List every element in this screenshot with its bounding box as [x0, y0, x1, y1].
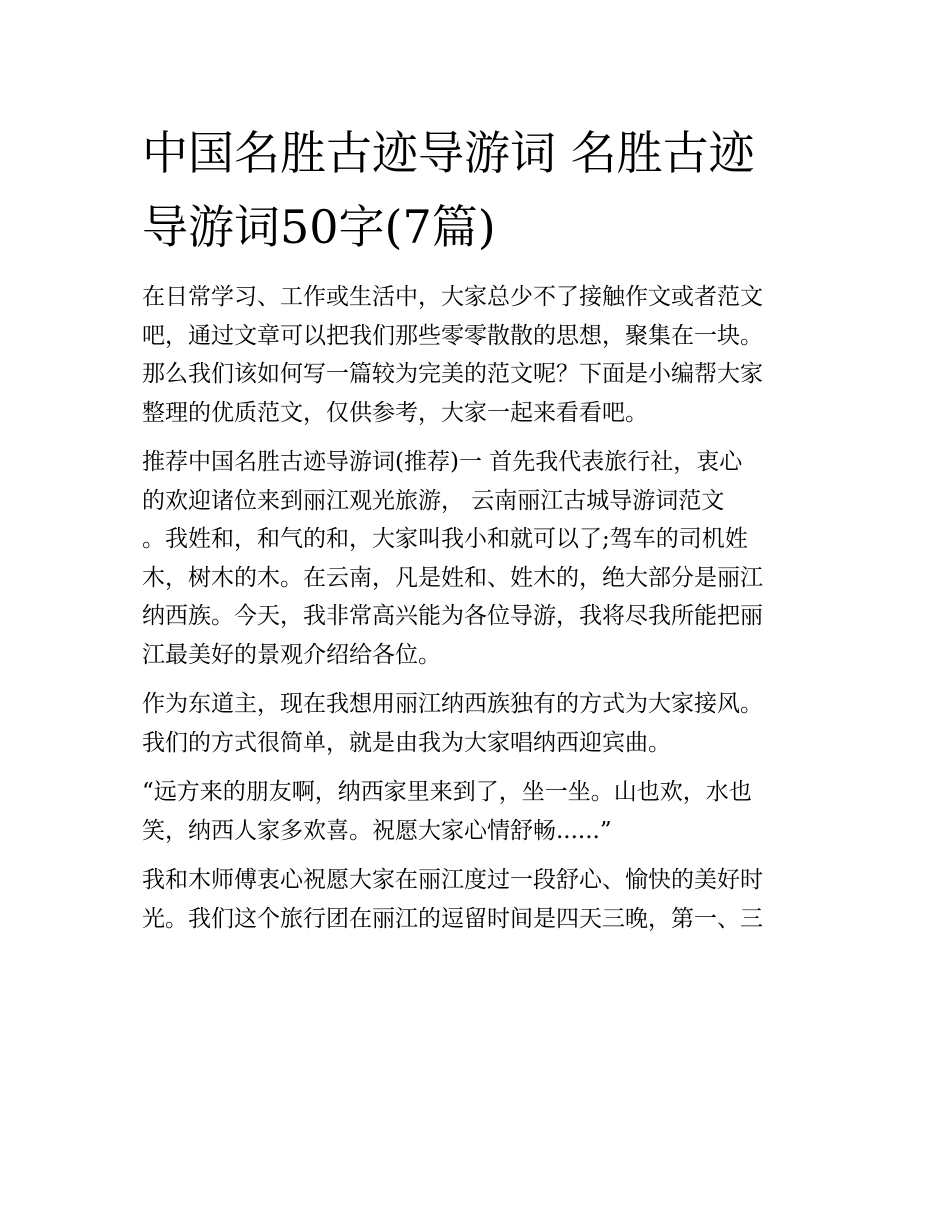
document-title — [142, 116, 822, 264]
document-body — [142, 278, 822, 938]
paragraph-host — [142, 685, 822, 762]
paragraph-wishes — [142, 861, 822, 938]
paragraph-line: 的欢迎诸位来到丽江观光旅游， 云南丽江古城导游词范文 — [142, 487, 725, 514]
title-line: 导游词50字(7篇) — [142, 200, 496, 254]
paragraph-line: 我和木师傅衷心祝愿大家在丽江度过一段舒心、愉快的美好时 — [142, 867, 763, 893]
paragraph-intro — [142, 278, 822, 432]
paragraph-spacer — [142, 432, 822, 443]
paragraph-song — [142, 773, 822, 850]
paragraph-line: 光。我们这个旅行团在丽江的逗留时间是四天三晚，第一、三 — [142, 905, 763, 932]
paragraph-welcome — [142, 443, 822, 674]
paragraph-spacer — [142, 762, 822, 773]
paragraph-spacer — [142, 674, 822, 685]
paragraph-line: 推荐中国名胜古迹导游词(推荐)一 首先我代表旅行社，衷心 — [142, 449, 743, 475]
paragraph-line: 笑，纳西人家多欢喜。祝愿大家心情舒畅......” — [142, 817, 612, 844]
paragraph-line: 江最美好的景观介绍给各位。 — [142, 641, 441, 668]
paragraph-line: 整理的优质范文，仅供参考，大家一起来看看吧。 — [142, 399, 648, 426]
paragraph-line: 纳西族。今天，我非常高兴能为各位导游，我将尽我所能把丽 — [142, 603, 763, 629]
title-line: 中国名胜古迹导游词 名胜古迹 — [142, 126, 755, 180]
paragraph-line: 那么我们该如何写一篇较为完美的范文呢？下面是小编帮大家 — [142, 361, 763, 387]
paragraph-spacer — [142, 850, 822, 861]
paragraph-line: “远方来的朋友啊，纳西家里来到了，坐一坐。山也欢，水也 — [142, 779, 752, 805]
paragraph-line: 作为东道主，现在我想用丽江纳西族独有的方式为大家接风。 — [142, 691, 763, 717]
paragraph-line: 我们的方式很简单，就是由我为大家唱纳西迎宾曲。 — [142, 729, 671, 756]
paragraph-line: 。我姓和，和气的和，大家叫我小和就可以了;驾车的司机姓 — [142, 526, 748, 552]
paragraph-line: 木，树木的木。在云南，凡是姓和、姓木的，绝大部分是丽江 — [142, 564, 763, 591]
paragraph-line: 吧，通过文章可以把我们那些零零散散的思想，聚集在一块。 — [142, 322, 763, 349]
paragraph-line: 在日常学习、工作或生活中，大家总少不了接触作文或者范文 — [142, 284, 763, 310]
document-content — [142, 116, 822, 938]
